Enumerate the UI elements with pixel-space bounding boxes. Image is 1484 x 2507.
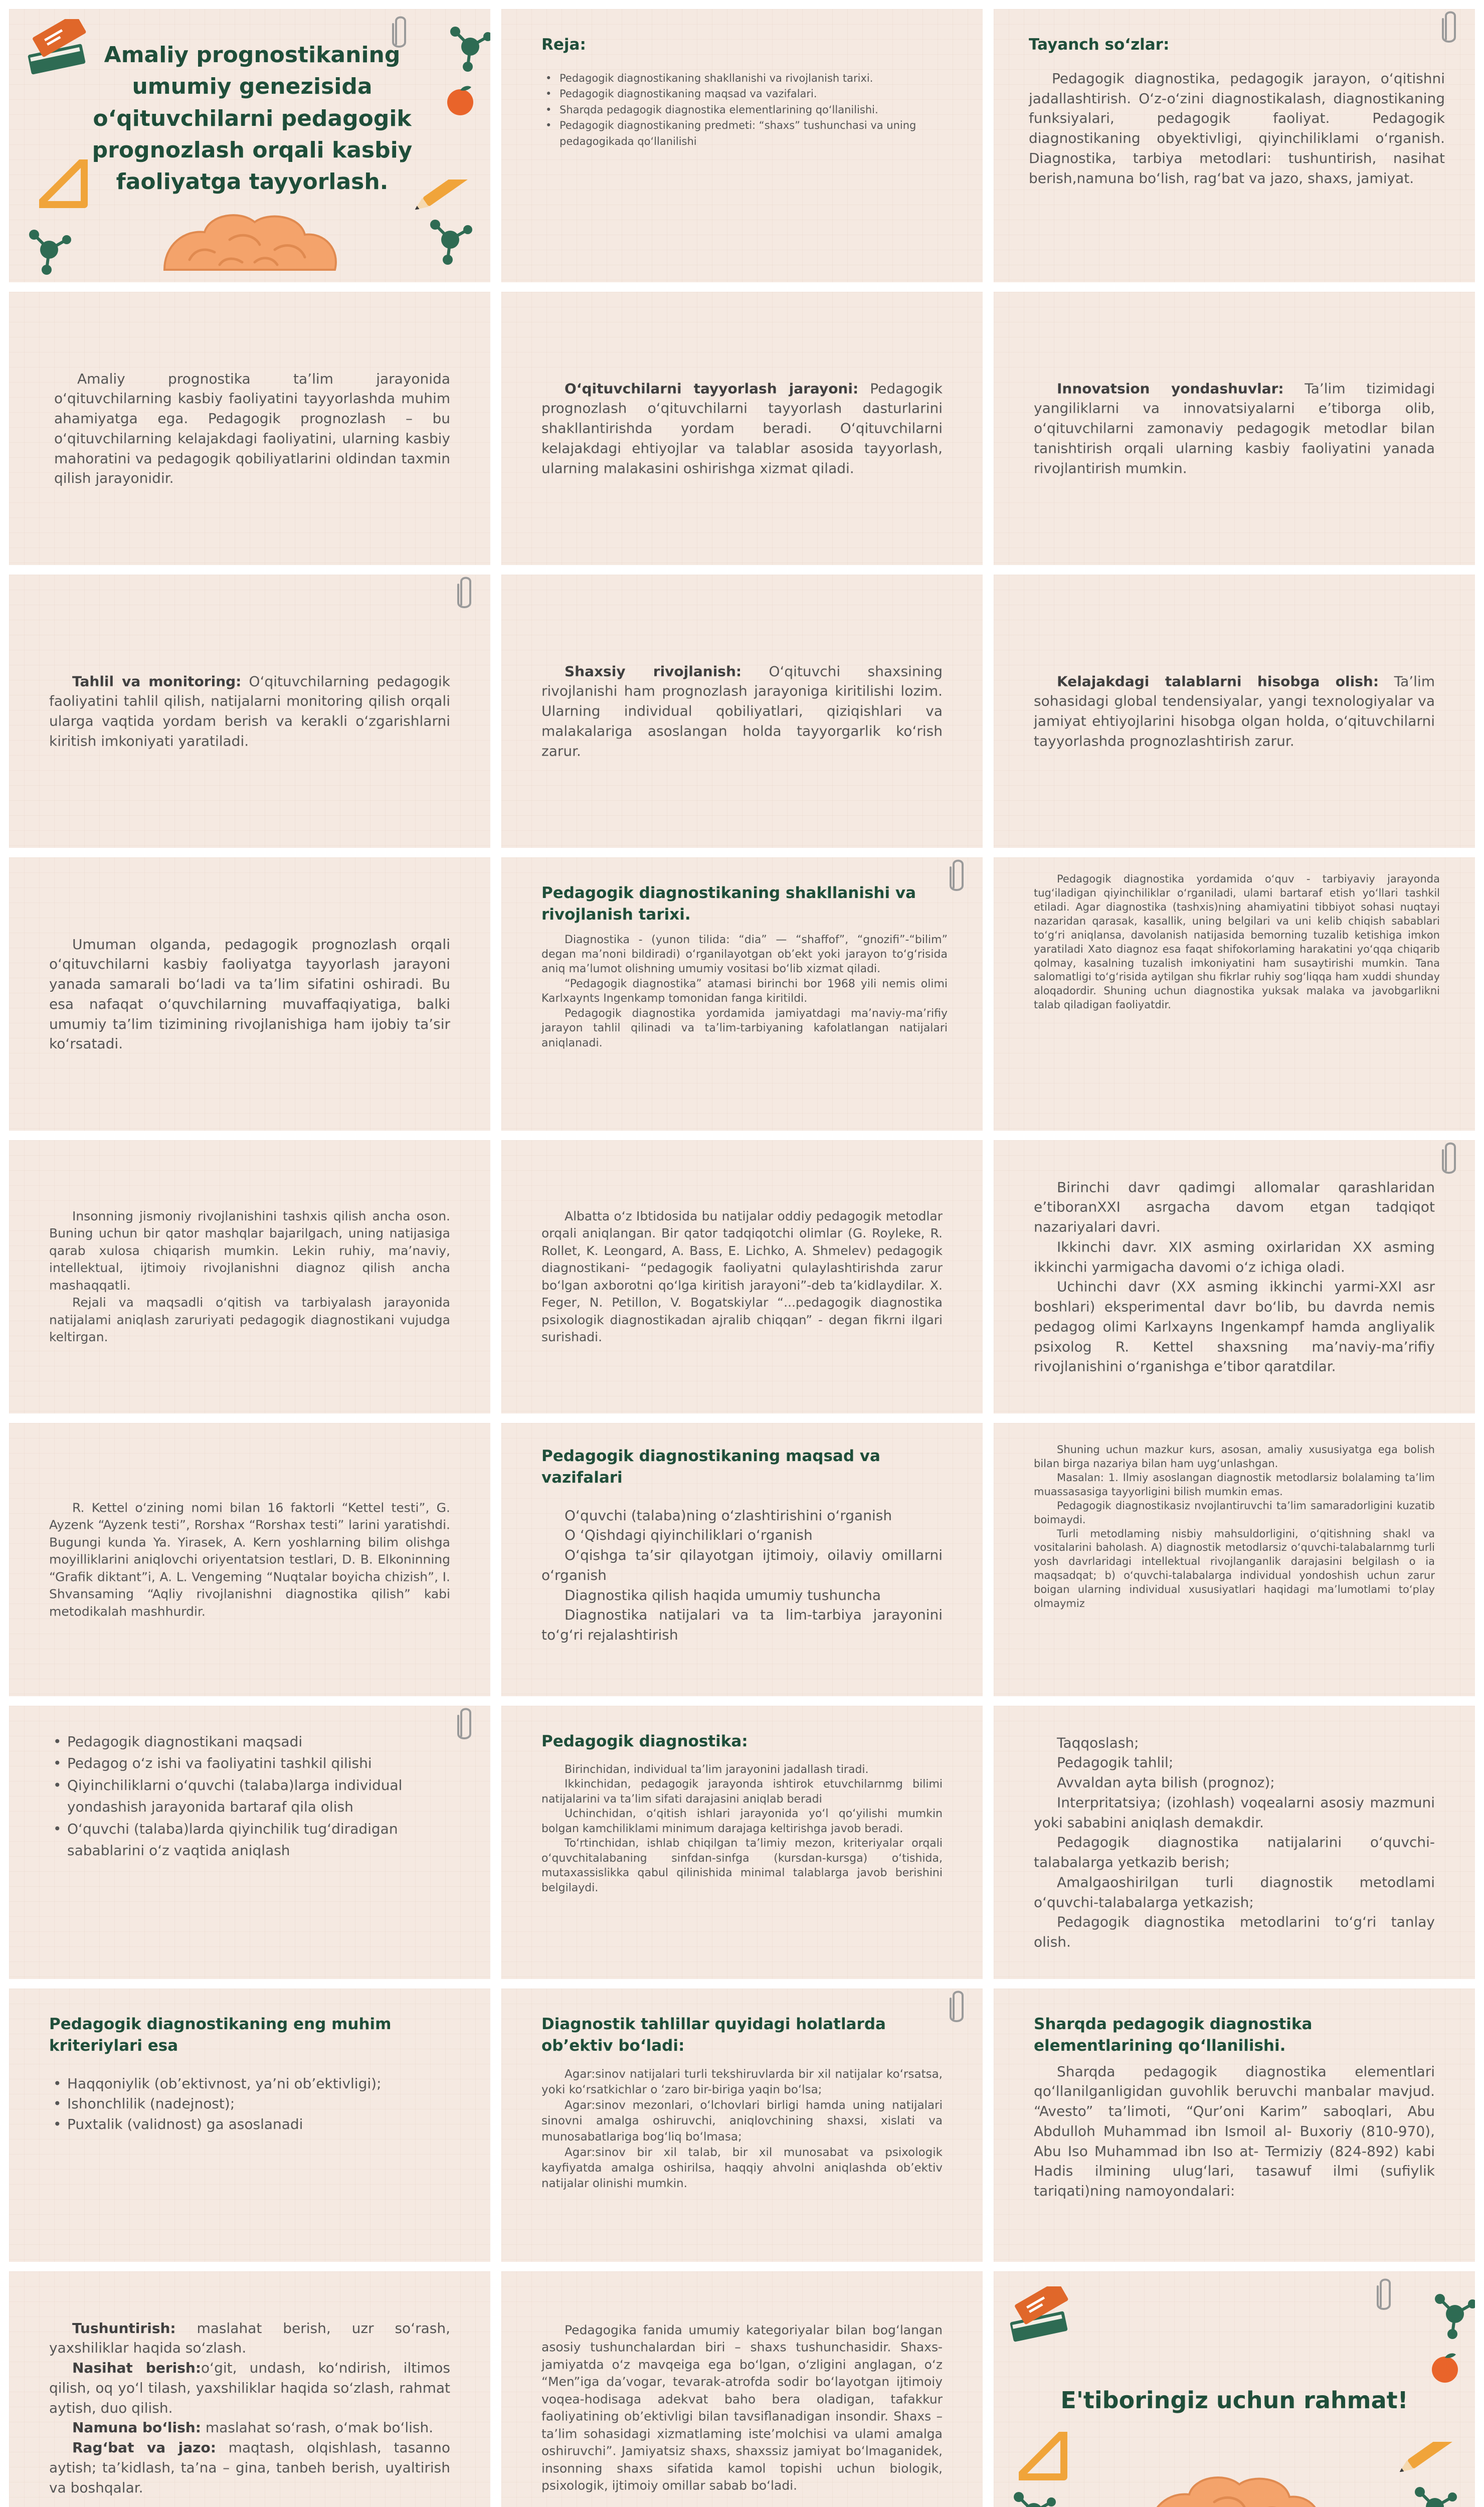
slide-text: Pedagogik diagnostika yordamida o‘quv - tarbiyaviy jarayonda tug‘iladigan qiyinchiliklar o‘rganiladi, ulami bartaraf etish yo‘llari tashkil etiladi. Agar diagnostika (tashxis)ning ahamiyatini tibbiyot sohasi nuqtayi nazaridan qarasak, kasallik, uning belgilari va uni kelib chiqish sabablari to‘g‘ri aniqlansa, davolanish natijasida bemorning tuzalib ketishiga imkon yaratiladi Xato diagnoz esa faqat shifokorlaming harakatini yo‘qqa chiqarib qolmay, kasalning tuzalish imkoniyatini ham susaytirishi mumkin. Tana salomatligi to‘g‘risida aytilgan shu fikrlar ruhiy sog‘liqqa ham xuddi shunday aloqadordir. Shuning uchun diagnostika yuksak malaka va javobgarlikni talab qiladigan faoliyatdir. [1034,873,1440,1011]
slide-paragraph: Pedagogik diagnostika natijalarini o‘quvchi-talabalarga yetkazib berish; [1034,1834,1435,1871]
purpose-list [49,1731,450,1861]
slide-plan [501,9,983,282]
slide-paragraph: Masalan: 1. Ilmiy asoslangan diagnostik metodlarsiz bolalaming ta’lim muassasasiga tayyorligini bilish mumkin emas. [1034,1471,1435,1498]
slide-paragraph: Avvaldan ayta bilish (prognoz); [1057,1774,1275,1791]
slide-paragraph: Turli metodlaming nisbiy mahsuldorligini, o‘qitishning shakl va vositalarini baholash. A) diagnostik metodlarsiz o‘quvchi-talabalarnmg turli yosh davrlaridagi intellektual rivojlanganlik darajasini belgilash o ia maqsadqat; b) o‘quvchi-talabalarga individual yondoshish uchun zarur boigan ularning individual xususiyatlari haqidagi ma’lumotlami to‘play olmaymiz [1034,1527,1435,1610]
slide-objective-analysis [501,1989,983,2262]
slide-text: maqtash, olqishlash, tasanno aytish; ta’kidlash, ta’na – gina, tanbeh berish, uyaltirish va boshqalar. [49,2439,450,2496]
slide-lead: Innovatsion yondashuvlar: [1057,380,1284,397]
slide-upbringing-methods [9,2271,490,2507]
list-item: • Qiyinchiliklarni o‘quvchi (talaba)larga individual yondashish jarayonida bartaraf qila olish [49,1774,450,1818]
slide-text: Albatta o‘z Ibtidosida bu natijalar oddiy pedagogik metodlar orqali aniqlangan. Bir qator tadqiqotchi olimlar (G. Royleke, R. Rollet, K. Leongard, A. Bass, E. Lichko, A. Shmelev) pedagogik diagnostikani- “pedagogik faoliyatni qulaylashtirishda zarur bo‘lgan axborotni qo‘lga kiritish jarayoni”-deb ta’kidlaydilar. X. Feger, N. Petillon, V. Bogatskiylar “...pedagogik diagnostika psixologik diagnostikadan ajralib chiqqan” - degan fikrni ilgari surishadi. [541,1208,943,1344]
molecule-icon [1004,2482,1059,2507]
slide-paragraph: “Pedagogik diagnostika” atamasi birinchi bor 1968 yili nemis olimi Karlxaynts Ingenkamp tomonidan fanga kiritildi. [541,977,948,1005]
slide-lead: Tushuntirish: [72,2319,176,2337]
slide-title [9,9,490,282]
slide-paragraph: O‘qishga ta’sir qilayotgan ijtimoiy, oilaviy omillarni o‘rganish [541,1547,943,1583]
slide-purpose-list [9,1706,490,1979]
plan-list [541,71,953,150]
brain-icon [159,210,345,282]
slide-paragraph: Pedagogik diagnostika yordamida jamiyatdagi ma’naviy-ma’rifiy jarayon tahlil qilinadi va ta’lim-tarbiyaning kafolatlangan natijalari aniqlanadi. [541,1007,948,1049]
slide-heading: Pedagogik diagnostikaning maqsad va vazifalari [541,1447,880,1487]
books-icon [1006,2286,1081,2357]
slide-paragraph: Diagnostika qilish haqida umumiy tushuncha [565,1586,881,1603]
slide-heading: Diagnostik tahlillar quyidagi holatlarda ob’ektiv bo‘ladi: [541,2015,886,2055]
slide-text: Pedagogik prognozlash o‘qituvchilarni tayyorlash dasturlarini shakllantirishda yordam beradi. O‘qituvchilarni kelajakdagi ehtiyojlar va talablar asosida tayyorlash, ularning malakasini oshirishga xizmat qiladi. [541,380,943,477]
molecule-icon [1405,2477,1465,2507]
slide-lead: Rag‘bat va jazo: [72,2439,216,2456]
slide-text: Ta’lim sohasidagi global tendensiyalar, yangi texnologiyalar va jamiyat ehtiyojlarini hisobga olgan holda, o‘qituvchilarni tayyorlashda prognozlashtirish zarur. [1034,673,1435,750]
slide-personal-development [501,575,983,848]
list-item: • Sharqda pedagogik diagnostika elementlarining qo‘llanilishi. [541,102,953,118]
slide-paragraph: Diagnostika - (yunon tilida: “dia” — “shaffof”, “gnozifi”-“bilim” degan ma’noni bildiradi) o‘rganilayotgan ob’ekt yoki jarayon to‘g‘risida aniq ma’lumot olishning umumiy vositasi bo‘lib xizmat qiladi. [541,933,948,976]
pencil-icon [1390,2442,1465,2472]
slide-lead: Namuna bo‘lish: [72,2419,201,2436]
criteria-list [49,2074,450,2135]
slide-tests [9,1423,490,1696]
list-item: • Pedagogik diagnostikaning shakllanishi va rivojlanish tarixi. [541,71,953,87]
slide-paragraph: Ikkinchidan, pedagogik jarayonda ishtirok etuvchilarnmg bilimi natijalarini va ta’lim sifati darajasini aniqlab beradi [541,1778,943,1806]
slide-paragraph: Birinchidan, individual ta’lim jarayonini jadallash tiradi. [565,1763,869,1776]
orange-icon [445,84,480,119]
slide-paragraph: Uchinchidan, o‘qitish ishlari jarayonida yo‘l qo‘yilishi mumkin bolgan kamchiliklami minimum darajaga keltirishga javob beradi. [541,1808,943,1835]
slide-paragraph: Pedagogik diagnostika metodlarini to‘g‘ri tanlay olish. [1034,1913,1435,1950]
slide-grid [9,9,1475,2507]
slide-paragraph: Amalgaoshirilgan turli diagnostik metodlami o‘quvchi-talabalarga yetkazish; [1034,1874,1435,1910]
slide-analysis [9,575,490,848]
slide-paragraph: O ‘Qishdagi qiyinchiliklari o‘rganish [565,1527,813,1544]
keywords-text: Pedagogik diagnostika, pedagogik jarayon, o‘qitishni jadallashtirish. O‘z-o‘zini diagnostikalash, diagnostikaning funksiyalari, pedagogik faoliyat. Pedagogik diagnostikaning obyektivligi, qiyinchiliklami o‘rganish. Diagnostika, tarbiya metodlari: tushuntirish, nasihat berish,namuna bo‘lish, rag‘bat va jazo, shaxs, jamiyat. [1029,70,1445,187]
orange-icon [1430,2352,1465,2387]
slide-goals [501,1423,983,1696]
slide-text: Amaliy prognostika ta’lim jarayonida o‘qituvchilarning kasbiy faoliyatini tayyorlashda muhim ahamiyatga ega. Pedagogik prognozlash – bu o‘qituvchilarning kelajakdagi faoliyatini, ularning kasbiy mahoratini va pedagogik qobiliyatlarini oldindan taxmin qilish jarayonidir. [54,370,450,486]
slide-east [994,1989,1475,2262]
slide-paragraph: Agar:sinov natijalari turli tekshiruvlarda bir xil natijalar ko‘rsatsa, yoki ko‘rsatkichlar o ‘zaro bir-biriga yaqin bo‘lsa; [541,2067,943,2096]
molecule-icon [1425,2284,1475,2339]
slide-text: Pedagogika fanida umumiy kategoriyalar bilan bog‘langan asosiy tushunchalardan biri – shaxs tushunchasidir. Shaxs- jamiyatda o‘z mavqeiga ega bo‘lgan, o‘zligini anglagan, o‘z “Men”iga da’vogar, tevarak-atrofda sodir bo‘layotgan ijtimoiy voqea-hodisaga adekvat baho bera oladigan, tafakkur faoliyatining ob’ektivligi bilan tavsiflanadigan insondir. Shaxs – ta’lim sohasidagi xizmatlaming iste’molchisi va ulami amalga oshiruvchi”. Jamiyatsiz shaxs, shaxssiz jamiyat bo‘lmaganidek, insonning shaxs sifatida kamol topishi uchun biologik, psixologik, ijtimoiy omillar sabab bo‘ladi. [541,2322,943,2493]
slide-text: o‘git, undash, ko‘ndirish, iltimos qilish, oq yo‘l tilash, yaxshiliklar haqida so‘zlash, rahmat aytish, duo qilish. [49,2360,450,2416]
slide-keywords [994,9,1475,282]
slide-course-nature [994,1423,1475,1696]
books-icon [24,19,99,89]
slide-summary [9,857,490,1131]
slide-text: Umuman olganda, pedagogik prognozlash orqali o‘qituvchilarni kasbiy faoliyatga tayyorlash jarayoni yanada samarali bo‘ladi va ta’lim sifatini oshiradi. Bu esa nafaqat o‘quvchilarning muvaffaqiyatiga, balki umumiy ta’lim tizimining rivojlanishiga ham ijobiy ta’sir ko‘rsatadi. [49,936,450,1052]
slide-lead: Tahlil va monitoring: [72,673,242,689]
slide-heading: Pedagogik diagnostikaning eng muhim kriteriylari esa [49,2015,392,2055]
slide-paragraph: Pedagogik diagnostikasiz nvojlantiruvchi ta’lim samaradorligini kuzatib boimaydi. [1034,1499,1435,1526]
list-item: • Puxtalik (validnost) ga asoslanadi [49,2114,450,2135]
list-item: • O‘quvchi (talaba)larda qiyinchilik tug‘diradigan sabablarini o‘z vaqtida aniqlash [49,1818,450,1862]
plan-heading: Reja: [541,36,586,54]
slide-amaliy-prognostika [9,292,490,565]
list-item: • Pedagogik diagnostikani maqsadi [49,1731,450,1752]
paperclip-icon [455,1706,475,1742]
list-item: • Pedagog o‘z ishi va faoliyatini tashkil qilishi [49,1752,450,1774]
paperclip-icon [1440,1140,1460,1176]
slide-paragraph: Insonning jismoniy rivojlanishini tashxis qilish ancha oson. Buning uchun bir qator mashqlar bajarilgach, uning natijasiga qarab xulosa chiqarish mumkin. Lekin ruhiy, ma’naviy, intellektual, ijtimoiy rivojlanishni diagnoz qilish ancha mashaqqatli. [49,1208,450,1293]
paperclip-icon [455,575,475,611]
list-item: • Ishonchlilik (nadejnost); [49,2094,450,2114]
slide-periods [994,1140,1475,1413]
slide-physical-development [9,1140,490,1413]
slide-paragraph: Diagnostika natijalari va ta lim-tarbiya jarayonini to‘g‘ri rejalashtirish [541,1606,943,1644]
slide-text: maslahat berish, uzr so‘rash, yaxshiliklar haqida so‘zlash. [49,2319,450,2357]
slide-text: O‘qituvchilarning pedagogik faoliyatini tahlil qilish, natijalarni monitoring qilish orqali ularga vaqtida yordam berish va kerakli o‘zgarishlarni kiritish imkoniyati yaratiladi. [49,673,450,750]
slide-scientists [501,1140,983,1413]
slide-methods [994,1706,1475,1979]
slide-difficulties [994,857,1475,1131]
slide-heading: Pedagogik diagnostikaning shakllanishi va rivojlanish tarixi. [541,884,916,924]
slide-text: O‘qituvchi shaxsining rivojlanishi ham prognozlash jarayoniga kiritilishi lozim. Ularning individual qobiliyatlari, qiziqishlari va malakalariga asoslangan holda tayyorgarlik ko‘rish zarur. [541,663,943,760]
thanks-title: E'tiboringiz uchun rahmat! [1060,2387,1408,2414]
slide-paragraph: Birinchi davr qadimgi allomalar qarashlaridan e’tiboranXXI asrgacha davom etgan tadqiqot nazariyalari davri. [1034,1178,1435,1235]
paperclip-icon [948,857,968,893]
slide-heading: Sharqda pedagogik diagnostika elementlarining qo‘llanilishi. [1034,2015,1313,2055]
paperclip-icon [1375,2276,1395,2312]
slide-diagnostics-roles [501,1706,983,1979]
list-item: • Pedagogik diagnostikaning maqsad va vazifalari. [541,86,953,102]
slide-lead: Shaxsiy rivojlanish: [565,663,742,680]
slide-paragraph: Rejali va maqsadli o‘qitish va tarbiyalash jarayonida natijalami aniqlash zaruriyati pedagogik diagnostikani vujudga keltirgan. [49,1295,450,1344]
keywords-heading: Tayanch so‘zlar: [1029,36,1170,54]
slide-heading: Pedagogik diagnostika: [541,1732,748,1750]
slide-paragraph: Taqqoslash; [1057,1734,1139,1751]
slide-teacher-training [501,292,983,565]
list-item: • Pedagogik diagnostikaning predmeti: “shaxs” tushunchasi va uning pedagogikada qo‘llanilishi [541,118,953,149]
slide-paragraph: Shuning uchun mazkur kurs, asosan, amaliy xususiyatga ega bolish bilan birga nazariya bilan ham uyg‘unlashgan. [1034,1444,1435,1470]
pencil-icon [405,180,480,210]
slide-paragraph: To‘rtinchidan, ishlab chiqilgan ta’limiy mezon, kriteriyalar orqali o‘quvchitalabaning sinfdan-sinfga (kursdan-kursga) o‘tishida, mutaxassislikka qabul qilinishida minimal talablarga javob berishini belgilaydi. [541,1837,943,1894]
ruler-triangle-icon [1019,2432,1074,2487]
slide-paragraph: Uchinchi davr (XX asming ikkinchi yarmi-XXI asr boshlari) eksperimental davr bo‘lib, bu davrda nemis pedagog olimi Karlxayns Ingenkampf hamda angliyalik psixolog R. Kettel shaxsning ma’naviy-ma’rifiy rivojlanishini o‘rganishga e’tibor qaratdilar. [1034,1278,1435,1375]
slide-thanks [994,2271,1475,2507]
slide-lead: Nasihat berish: [72,2360,202,2377]
slide-paragraph: Agar:sinov bir xil talab, bir xil munosabat va psixologik kayfiyatda amalga oshirilsa, haqqiy ahvolni aniqlashda ob’ektiv natijalar olinishi mumkin. [541,2145,943,2191]
brain-icon [1144,2472,1330,2507]
slide-paragraph: O‘quvchi (talaba)ning o‘zlashtirishini o‘rganish [565,1507,892,1524]
slide-text: maslahat so‘rash, o‘mak bo‘lish. [201,2419,434,2436]
ruler-triangle-icon [39,159,94,215]
slide-paragraph: Interpritatsiya; (izohlash) voqealarni asosiy mazmuni yoki sababini aniqlash demakdir. [1034,1794,1435,1831]
slide-paragraph: Ikkinchi davr. XIX asming oxirlaridan XX asming ikkinchi yarmigacha davomi o‘z ichiga oladi. [1034,1238,1435,1275]
presentation-title: Amaliy prognostikaning umumiy genezisida o‘qituvchilarni pedagogik prognozlash orqali kasbiy faoliyatga tayyorlash. [92,42,413,195]
list-item: • Haqqoniylik (ob’ektivnost, ya’ni ob’ektivligi); [49,2074,450,2094]
slide-personality [501,2271,983,2507]
slide-paragraph: Pedagogik tahlil; [1057,1754,1174,1771]
slide-history [501,857,983,1131]
molecule-icon [420,210,480,270]
slide-lead: O‘qituvchilarni tayyorlash jarayoni: [565,380,859,397]
molecule-icon [19,220,74,275]
slide-future-requirements [994,575,1475,848]
slide-innovation [994,292,1475,565]
slide-text: Ta’lim tizimidagi yangiliklarni va innovatsiyalarni e’tiborga olib, o‘qituvchilarni zamonaviy pedagogik metodlar bilan tanishtirish orqali ularning kasbiy faoliyatini yanada rivojlantirish mumkin. [1034,380,1435,477]
slide-text: Sharqda pedagogik diagnostika elementlari qo‘llanilganligidan guvohlik beruvchi manbalar mavjud. “Avesto” ta’limoti, “Qur’oni Karim” saboqlari, Abu Abdulloh Muhammad ibn Ismoil al- Buxoriy (810-970), Abu Iso Muhammad ibn Iso at- Termiziy (824-892) kabi Hadis ilmining ulug‘lari, tasawuf ilmi (sufiylik tariqati)ning namoyondalari: [1034,2063,1435,2200]
slide-criteria [9,1989,490,2262]
molecule-icon [440,17,490,72]
slide-text: R. Kettel o‘zining nomi bilan 16 faktorli “Kettel testi”, G. Ayzenk “Ayzenk testi”, Rorshax “Rorshax testi” larini yaratishdi. Bugungi kunda Ya. Yirasek, A. Kern yoshlarning bilim olishga moyilliklarini aniqlovchi oriyentatsion testlari, D. B. Elkoninning “Grafik diktant”i, A. L. Vengeming “Nuqtalar boyicha chizish”, I. Shvansaming “Aqliy rivojlanishni diagnostika qilish” kabi metodikalah mashhurdir. [49,1500,450,1619]
slide-paragraph: Agar:sinov mezonlari, o‘lchovlari birligi hamda uning natijalari sinovni amalga oshiruvchi, aniqlovchining shaxsi, xislati va munosabatlariga bog‘liq bo‘lmasa; [541,2099,943,2143]
paperclip-icon [948,1989,968,2025]
slide-lead: Kelajakdagi talablarni hisobga olish: [1057,673,1379,689]
